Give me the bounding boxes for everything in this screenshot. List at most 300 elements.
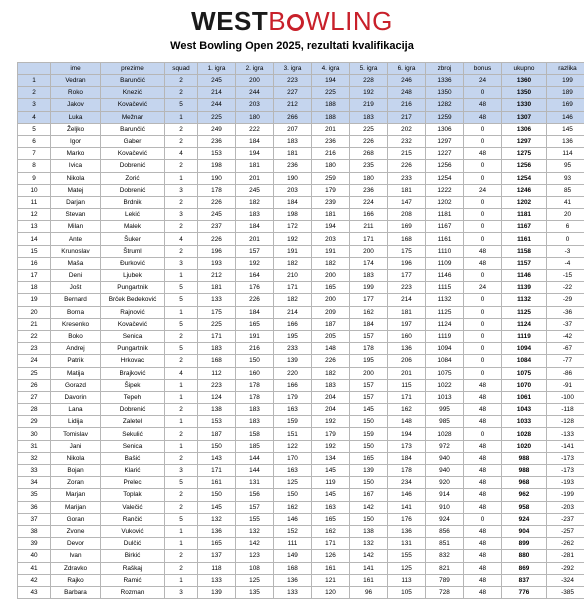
table-cell: 1275 — [502, 148, 547, 160]
table-cell: 19 — [18, 294, 51, 306]
table-cell: 236 — [312, 135, 350, 147]
table-cell: Birkić — [101, 550, 165, 562]
table-cell: 204 — [312, 391, 350, 403]
table-cell: 222 — [236, 123, 274, 135]
table-cell: 85 — [547, 184, 584, 196]
table-cell: 24 — [464, 75, 502, 87]
table-cell: 248 — [388, 87, 426, 99]
table-cell: 1 — [165, 416, 198, 428]
table-cell: 11 — [18, 196, 51, 208]
table-cell: 209 — [312, 306, 350, 318]
table-cell: 178 — [198, 184, 236, 196]
table-cell: 245 — [236, 184, 274, 196]
table-cell: 14 — [18, 233, 51, 245]
table-cell: -91 — [547, 379, 584, 391]
table-cell: 48 — [464, 148, 502, 160]
table-cell: 131 — [236, 477, 274, 489]
table-cell: 108 — [236, 562, 274, 574]
table-row — [18, 440, 584, 452]
table-row — [18, 184, 584, 196]
table-cell: Hrkovac — [101, 355, 165, 367]
table-cell: -29 — [547, 294, 584, 306]
table-cell: Kovačević — [101, 148, 165, 160]
table-cell: 4 — [165, 367, 198, 379]
table-row — [18, 160, 584, 172]
table-cell: Jošt — [51, 282, 101, 294]
table-cell: 9 — [18, 172, 51, 184]
table-cell: 1 — [165, 306, 198, 318]
table-cell: 904 — [502, 525, 547, 537]
table-cell: 217 — [388, 111, 426, 123]
table-cell: 184 — [274, 196, 312, 208]
table-cell: Kresenko — [51, 318, 101, 330]
table-cell: 1119 — [502, 330, 547, 342]
table-cell: Malek — [101, 221, 165, 233]
table-cell: Kovačević — [101, 99, 165, 111]
table-cell: 150 — [350, 440, 388, 452]
table-cell: Ivan — [51, 550, 101, 562]
table-cell: 206 — [388, 355, 426, 367]
table-cell: 48 — [464, 379, 502, 391]
table-cell: 924 — [502, 513, 547, 525]
table-cell: 145 — [312, 465, 350, 477]
table-cell: 171 — [198, 330, 236, 342]
table-cell: Milan — [51, 221, 101, 233]
table-cell: 0 — [464, 428, 502, 440]
table-cell: 189 — [547, 87, 584, 99]
table-cell: 150 — [198, 440, 236, 452]
table-cell: 219 — [350, 99, 388, 111]
table-cell: 1146 — [426, 270, 464, 282]
table-cell: 159 — [350, 428, 388, 440]
table-cell: 920 — [426, 477, 464, 489]
table-cell: 1 — [165, 270, 198, 282]
table-row — [18, 489, 584, 501]
table-cell: 225 — [198, 318, 236, 330]
table-cell: 183 — [236, 209, 274, 221]
table-cell: -100 — [547, 391, 584, 403]
table-cell: 3 — [165, 184, 198, 196]
table-cell: 191 — [274, 245, 312, 257]
table-cell: 20 — [547, 209, 584, 221]
table-cell: Bojan — [51, 465, 101, 477]
table-cell: 40 — [18, 550, 51, 562]
table-row — [18, 148, 584, 160]
table-cell: -133 — [547, 428, 584, 440]
table-cell: 165 — [312, 282, 350, 294]
table-cell: 201 — [388, 367, 426, 379]
table-cell: 1222 — [426, 184, 464, 196]
table-cell: 146 — [388, 489, 426, 501]
table-cell: 198 — [198, 160, 236, 172]
table-cell: 1 — [165, 440, 198, 452]
table-row — [18, 550, 584, 562]
table-cell: 1075 — [502, 367, 547, 379]
table-cell: 1070 — [502, 379, 547, 391]
table-cell: 2 — [165, 245, 198, 257]
table-cell: 182 — [274, 294, 312, 306]
table-cell: 194 — [312, 221, 350, 233]
table-cell: 188 — [312, 99, 350, 111]
results-table — [17, 62, 584, 599]
table-cell: 181 — [388, 306, 426, 318]
table-cell: -199 — [547, 489, 584, 501]
table-cell: 123 — [236, 550, 274, 562]
table-cell: 244 — [236, 87, 274, 99]
table-row — [18, 209, 584, 221]
table-cell: 187 — [198, 428, 236, 440]
table-cell: 180 — [312, 160, 350, 172]
table-row — [18, 196, 584, 208]
table-cell: 728 — [426, 586, 464, 598]
table-cell: 4 — [165, 233, 198, 245]
table-cell: 165 — [198, 538, 236, 550]
table-cell: 136 — [198, 525, 236, 537]
table-row — [18, 501, 584, 513]
table-cell: 0 — [464, 355, 502, 367]
table-cell: 958 — [502, 501, 547, 513]
table-cell: 2 — [165, 135, 198, 147]
table-cell: 203 — [274, 184, 312, 196]
table-header-row — [18, 63, 584, 75]
table-cell: 5 — [165, 477, 198, 489]
table-cell: 0 — [464, 330, 502, 342]
table-cell: Lidija — [51, 416, 101, 428]
table-cell: 2 — [165, 330, 198, 342]
table-cell: 236 — [350, 184, 388, 196]
table-cell: 1094 — [426, 343, 464, 355]
table-cell: 48 — [464, 416, 502, 428]
table-cell: 869 — [502, 562, 547, 574]
table-cell: Bašić — [101, 452, 165, 464]
table-cell: 214 — [388, 294, 426, 306]
table-cell: 203 — [236, 99, 274, 111]
table-row — [18, 87, 584, 99]
table-cell: 207 — [274, 123, 312, 135]
table-cell: 171 — [198, 465, 236, 477]
table-cell: 138 — [198, 404, 236, 416]
table-cell: 1167 — [426, 221, 464, 233]
table-cell: 182 — [312, 367, 350, 379]
table-cell: 145 — [198, 501, 236, 513]
table-cell: 1115 — [426, 282, 464, 294]
table-row — [18, 111, 584, 123]
table-cell: 226 — [350, 135, 388, 147]
table-cell: 93 — [547, 172, 584, 184]
table-cell: 200 — [312, 270, 350, 282]
table-cell: Tomislav — [51, 428, 101, 440]
table-cell: 2 — [165, 160, 198, 172]
table-cell: 1336 — [426, 75, 464, 87]
table-cell: 0 — [464, 367, 502, 379]
table-cell: Barunčić — [101, 123, 165, 135]
table-cell: 1 — [165, 391, 198, 403]
table-cell: 216 — [236, 343, 274, 355]
table-cell: 146 — [274, 513, 312, 525]
table-cell: Brajković — [101, 367, 165, 379]
table-cell: 1350 — [502, 87, 547, 99]
table-cell: 0 — [464, 294, 502, 306]
table-cell: Dulčić — [101, 538, 165, 550]
table-cell: -385 — [547, 586, 584, 598]
table-cell: 1297 — [426, 135, 464, 147]
table-cell: 122 — [274, 440, 312, 452]
table-cell: 184 — [236, 221, 274, 233]
table-cell: 227 — [274, 87, 312, 99]
table-cell: 193 — [198, 257, 236, 269]
table-cell: 181 — [388, 184, 426, 196]
table-cell: Dobrenić — [101, 404, 165, 416]
table-cell: 125 — [274, 477, 312, 489]
table-cell: 96 — [350, 586, 388, 598]
table-cell: 155 — [388, 550, 426, 562]
table-cell: 1132 — [502, 294, 547, 306]
table-cell: Tepeh — [101, 391, 165, 403]
table-row — [18, 367, 584, 379]
table-cell: 0 — [464, 123, 502, 135]
table-cell: 191 — [312, 245, 350, 257]
table-cell: Željko — [51, 123, 101, 135]
table-cell: 131 — [388, 538, 426, 550]
table-cell: 1124 — [426, 318, 464, 330]
table-cell: 162 — [274, 501, 312, 513]
table-cell: 5 — [165, 294, 198, 306]
table-cell: 2 — [165, 75, 198, 87]
table-cell: 179 — [312, 428, 350, 440]
table-cell: 1181 — [502, 209, 547, 221]
table-cell: 1282 — [426, 99, 464, 111]
table-cell: 134 — [312, 452, 350, 464]
table-cell: 18 — [18, 282, 51, 294]
table-cell: Šipek — [101, 379, 165, 391]
table-cell: 988 — [502, 465, 547, 477]
table-cell: 190 — [274, 172, 312, 184]
table-cell: 120 — [312, 586, 350, 598]
table-cell: 145 — [547, 123, 584, 135]
table-cell: 31 — [18, 440, 51, 452]
table-row — [18, 574, 584, 586]
logo-b-text: B — [268, 6, 286, 36]
table-cell: 48 — [464, 452, 502, 464]
table-cell: 3 — [165, 586, 198, 598]
column-header: 6. igra — [388, 63, 426, 75]
table-cell: 5 — [165, 282, 198, 294]
table-cell: 29 — [18, 416, 51, 428]
table-cell: 183 — [236, 404, 274, 416]
table-cell: 181 — [198, 282, 236, 294]
table-cell: 141 — [350, 562, 388, 574]
column-header: ime — [51, 63, 101, 75]
table-cell: 48 — [464, 586, 502, 598]
table-cell: 237 — [198, 221, 236, 233]
table-row — [18, 562, 584, 574]
table-cell: 105 — [388, 586, 426, 598]
table-cell: 223 — [198, 379, 236, 391]
column-header: prezime — [101, 63, 165, 75]
table-row — [18, 477, 584, 489]
table-cell: 1 — [165, 538, 198, 550]
table-cell: 183 — [312, 379, 350, 391]
table-cell: 181 — [312, 209, 350, 221]
table-cell: 41 — [18, 562, 51, 574]
table-row — [18, 391, 584, 403]
column-header: razlika — [547, 63, 584, 75]
table-row — [18, 525, 584, 537]
table-cell: 208 — [388, 209, 426, 221]
table-cell: 166 — [350, 209, 388, 221]
table-cell: 5 — [165, 343, 198, 355]
table-cell: 133 — [274, 586, 312, 598]
table-cell: 20 — [18, 306, 51, 318]
table-cell: 7 — [18, 148, 51, 160]
table-cell: Matej — [51, 184, 101, 196]
table-cell: -203 — [547, 501, 584, 513]
table-cell: 1084 — [426, 355, 464, 367]
table-cell: 1028 — [426, 428, 464, 440]
table-cell: 856 — [426, 525, 464, 537]
table-cell: 215 — [388, 148, 426, 160]
table-cell: 153 — [198, 148, 236, 160]
table-row — [18, 306, 584, 318]
table-cell: 184 — [350, 318, 388, 330]
table-cell: 880 — [502, 550, 547, 562]
table-cell: 48 — [464, 538, 502, 550]
table-cell: 199 — [547, 75, 584, 87]
column-header: 2. igra — [236, 63, 274, 75]
table-cell: Vedran — [51, 75, 101, 87]
table-cell: 175 — [388, 245, 426, 257]
table-cell: Toplak — [101, 489, 165, 501]
table-cell: Valečić — [101, 501, 165, 513]
table-cell: 159 — [274, 416, 312, 428]
table-cell: 1 — [165, 525, 198, 537]
table-cell: 245 — [198, 75, 236, 87]
table-cell: 1043 — [502, 404, 547, 416]
table-cell: 149 — [274, 550, 312, 562]
table-cell: 136 — [547, 135, 584, 147]
table-cell: 212 — [274, 99, 312, 111]
table-cell: 41 — [547, 196, 584, 208]
table-cell: 180 — [350, 172, 388, 184]
table-cell: 166 — [274, 379, 312, 391]
table-cell: 0 — [464, 196, 502, 208]
table-cell: 48 — [464, 550, 502, 562]
table-cell: Lekić — [101, 209, 165, 221]
table-cell: 821 — [426, 562, 464, 574]
table-cell: 1 — [165, 379, 198, 391]
table-cell: -36 — [547, 306, 584, 318]
table-cell: Zaletel — [101, 416, 165, 428]
table-cell: 5 — [165, 99, 198, 111]
table-cell: 125 — [388, 562, 426, 574]
table-cell: 1 — [165, 111, 198, 123]
table-cell: 1256 — [426, 160, 464, 172]
table-cell: 194 — [312, 75, 350, 87]
table-cell: 176 — [236, 282, 274, 294]
table-cell: Goran — [51, 513, 101, 525]
table-cell: 1 — [165, 574, 198, 586]
table-cell: 3 — [165, 209, 198, 221]
table-cell: 184 — [388, 452, 426, 464]
table-cell: 1124 — [502, 318, 547, 330]
table-cell: Andrej — [51, 343, 101, 355]
table-cell: 133 — [198, 294, 236, 306]
table-cell: 1350 — [426, 87, 464, 99]
table-cell: 985 — [426, 416, 464, 428]
table-cell: 2 — [165, 87, 198, 99]
table-row — [18, 270, 584, 282]
table-cell: 5 — [165, 318, 198, 330]
table-cell: 148 — [312, 343, 350, 355]
table-row — [18, 379, 584, 391]
table-cell: Pungartnik — [101, 282, 165, 294]
table-cell: 166 — [274, 318, 312, 330]
table-cell: Marjan — [51, 489, 101, 501]
table-cell: 968 — [502, 477, 547, 489]
table-cell: 177 — [388, 270, 426, 282]
table-cell: 1360 — [502, 75, 547, 87]
table-cell: 226 — [388, 160, 426, 172]
table-cell: 181 — [236, 160, 274, 172]
table-cell: 0 — [464, 135, 502, 147]
table-cell: 1110 — [426, 245, 464, 257]
table-cell: -173 — [547, 465, 584, 477]
table-cell: 35 — [18, 489, 51, 501]
table-cell: 124 — [198, 391, 236, 403]
table-cell: 226 — [198, 196, 236, 208]
table-cell: 2 — [165, 489, 198, 501]
table-cell: Dobrenić — [101, 160, 165, 172]
table-cell: 162 — [388, 404, 426, 416]
table-cell: 259 — [312, 172, 350, 184]
table-cell: 150 — [274, 489, 312, 501]
table-cell: 6 — [547, 221, 584, 233]
table-cell: 1 — [18, 75, 51, 87]
table-cell: Ljubek — [101, 270, 165, 282]
table-cell: 914 — [426, 489, 464, 501]
page-title: West Bowling Open 2025, rezultati kvalifikacija — [0, 40, 584, 52]
table-cell: 192 — [350, 87, 388, 99]
table-cell: 10 — [18, 184, 51, 196]
table-cell: 113 — [388, 574, 426, 586]
table-cell: 174 — [350, 257, 388, 269]
table-cell: 2 — [165, 404, 198, 416]
table-cell: 188 — [312, 111, 350, 123]
table-cell: 1 — [165, 172, 198, 184]
table-cell: 42 — [18, 574, 51, 586]
table-cell: 145 — [312, 489, 350, 501]
table-cell: 178 — [236, 379, 274, 391]
table-cell: 0 — [464, 306, 502, 318]
table-cell: 160 — [236, 367, 274, 379]
table-cell: 1094 — [502, 343, 547, 355]
table-cell: 48 — [464, 465, 502, 477]
table-cell: 48 — [464, 501, 502, 513]
table-cell: 1084 — [502, 355, 547, 367]
table-cell: 183 — [350, 270, 388, 282]
table-row — [18, 233, 584, 245]
table-cell: 1254 — [502, 172, 547, 184]
table-cell: 226 — [312, 355, 350, 367]
table-cell: 136 — [388, 343, 426, 355]
table-cell: 171 — [312, 538, 350, 550]
table-cell: 216 — [388, 99, 426, 111]
table-cell: Matija — [51, 367, 101, 379]
table-cell: -128 — [547, 416, 584, 428]
table-cell: 5 — [165, 513, 198, 525]
table-cell: 1125 — [426, 306, 464, 318]
table-cell: 182 — [274, 257, 312, 269]
